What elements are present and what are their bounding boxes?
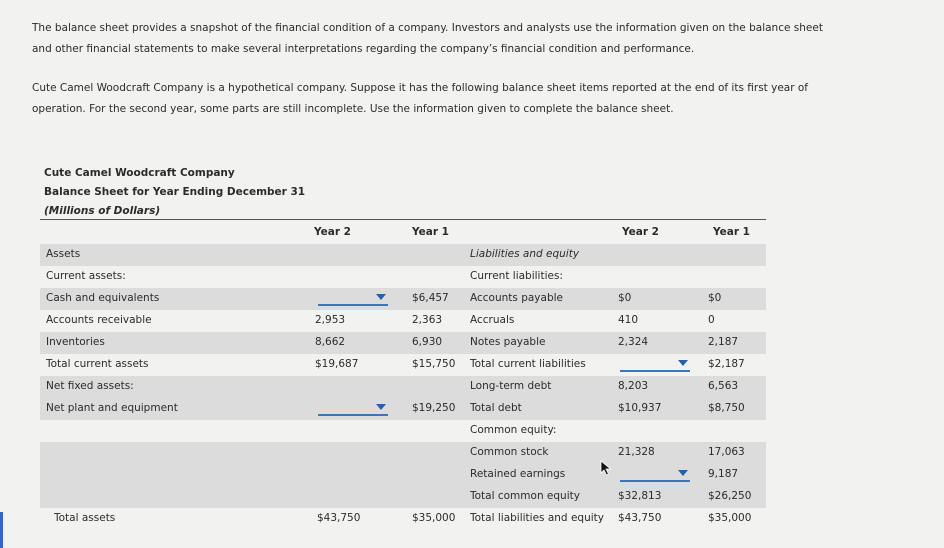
retained-earnings-year2-dropdown[interactable] [620,465,690,482]
chevron-down-icon [678,470,688,476]
notes-payable-label: Notes payable [470,336,546,348]
tle-year2: $43,750 [618,512,662,524]
ar-year2: 2,953 [315,314,346,326]
col-header-liab-year2: Year 2 [622,226,659,238]
table-row [40,310,766,332]
npe-label: Net plant and equipment [46,402,178,414]
liab-section-label: Liabilities and equity [470,248,580,260]
accruals-label: Accruals [470,314,515,326]
total-debt-label: Total debt [470,402,522,414]
chevron-down-icon [376,404,386,410]
total-assets-year2: $43,750 [317,512,361,524]
cash-year1: $6,457 [412,292,449,304]
ap-year2: $0 [618,292,632,304]
total-assets-year1: $35,000 [412,512,456,524]
cash-year2-dropdown[interactable] [318,289,388,306]
tcl-label: Total current liabilities [470,358,586,370]
total-debt-year1: $8,750 [708,402,745,414]
tce-label: Total common equity [470,490,580,502]
ap-label: Accounts payable [470,292,563,304]
statement-title-block [44,164,305,221]
tle-year1: $35,000 [708,512,752,524]
common-equity-label: Common equity: [470,424,557,436]
table-row [40,486,766,508]
table-row [40,354,766,376]
left-edge-marker [0,512,3,548]
tca-year2: $19,687 [315,358,359,370]
header-rule [40,219,766,220]
intro-paragraph-1 [32,18,912,60]
table-row [40,332,766,354]
inventories-label: Inventories [46,336,105,348]
accruals-year1: 0 [708,314,715,326]
ar-year1: 2,363 [412,314,443,326]
col-header-assets-year2: Year 2 [314,226,351,238]
tcl-year2-dropdown[interactable] [620,355,690,372]
table-row [40,288,766,310]
table-row [40,464,766,486]
ltd-year1: 6,563 [708,380,739,392]
nfa-label: Net fixed assets: [46,380,134,392]
tle-label: Total liabilities and equity [470,512,604,524]
tca-year1: $15,750 [412,358,456,370]
table-row [40,508,766,530]
npe-year1: $19,250 [412,402,456,414]
common-stock-year2: 21,328 [618,446,655,458]
ltd-year2: 8,203 [618,380,649,392]
cash-label: Cash and equivalents [46,292,160,304]
intro-p2-line2: operation. For the second year, some parts are still incomplete. Use the information given to complete the balance sheet. [32,103,674,115]
npe-year2-dropdown[interactable] [318,399,388,416]
notes-payable-year2: 2,324 [618,336,649,348]
common-stock-year1: 17,063 [708,446,745,458]
mouse-cursor-icon [600,460,612,476]
retained-earnings-year1: 9,187 [708,468,739,480]
notes-payable-year1: 2,187 [708,336,739,348]
tcl-year1: $2,187 [708,358,745,370]
assets-section-label: Assets [46,248,81,260]
accruals-year2: 410 [618,314,639,326]
tce-year1: $26,250 [708,490,752,502]
intro-p2-line1: Cute Camel Woodcraft Company is a hypothetical company. Suppose it has the following balance sheet items reported at the end of its first year of [32,82,809,94]
statement-units: (Millions of Dollars) [44,205,161,217]
table-row [40,244,766,266]
tce-year2: $32,813 [618,490,662,502]
table-row [40,442,766,464]
ap-year1: $0 [708,292,722,304]
company-name: Cute Camel Woodcraft Company [44,167,235,179]
table-row [40,398,766,420]
inventories-year1: 6,930 [412,336,443,348]
ltd-label: Long-term debt [470,380,552,392]
table-row [40,420,766,442]
total-assets-label: Total assets [54,512,116,524]
col-header-assets-year1: Year 1 [412,226,449,238]
chevron-down-icon [678,360,688,366]
col-header-liab-year1: Year 1 [713,226,750,238]
common-stock-label: Common stock [470,446,549,458]
intro-p1-line1: The balance sheet provides a snapshot of the financial condition of a company. Investors and analysts use the information given on the balance sheet [32,22,823,34]
table-row [40,376,766,398]
total-debt-year2: $10,937 [618,402,662,414]
ar-label: Accounts receivable [46,314,152,326]
retained-earnings-label: Retained earnings [470,468,566,480]
chevron-down-icon [376,294,386,300]
current-assets-label: Current assets: [46,270,126,282]
table-row [40,266,766,288]
intro-paragraph-2 [32,78,912,120]
statement-title: Balance Sheet for Year Ending December 31 [44,186,306,198]
tca-label: Total current assets [46,358,149,370]
intro-p1-line2: and other financial statements to make several interpretations regarding the company’s financial condition and performance. [32,43,695,55]
current-liab-label: Current liabilities: [470,270,563,282]
inventories-year2: 8,662 [315,336,346,348]
